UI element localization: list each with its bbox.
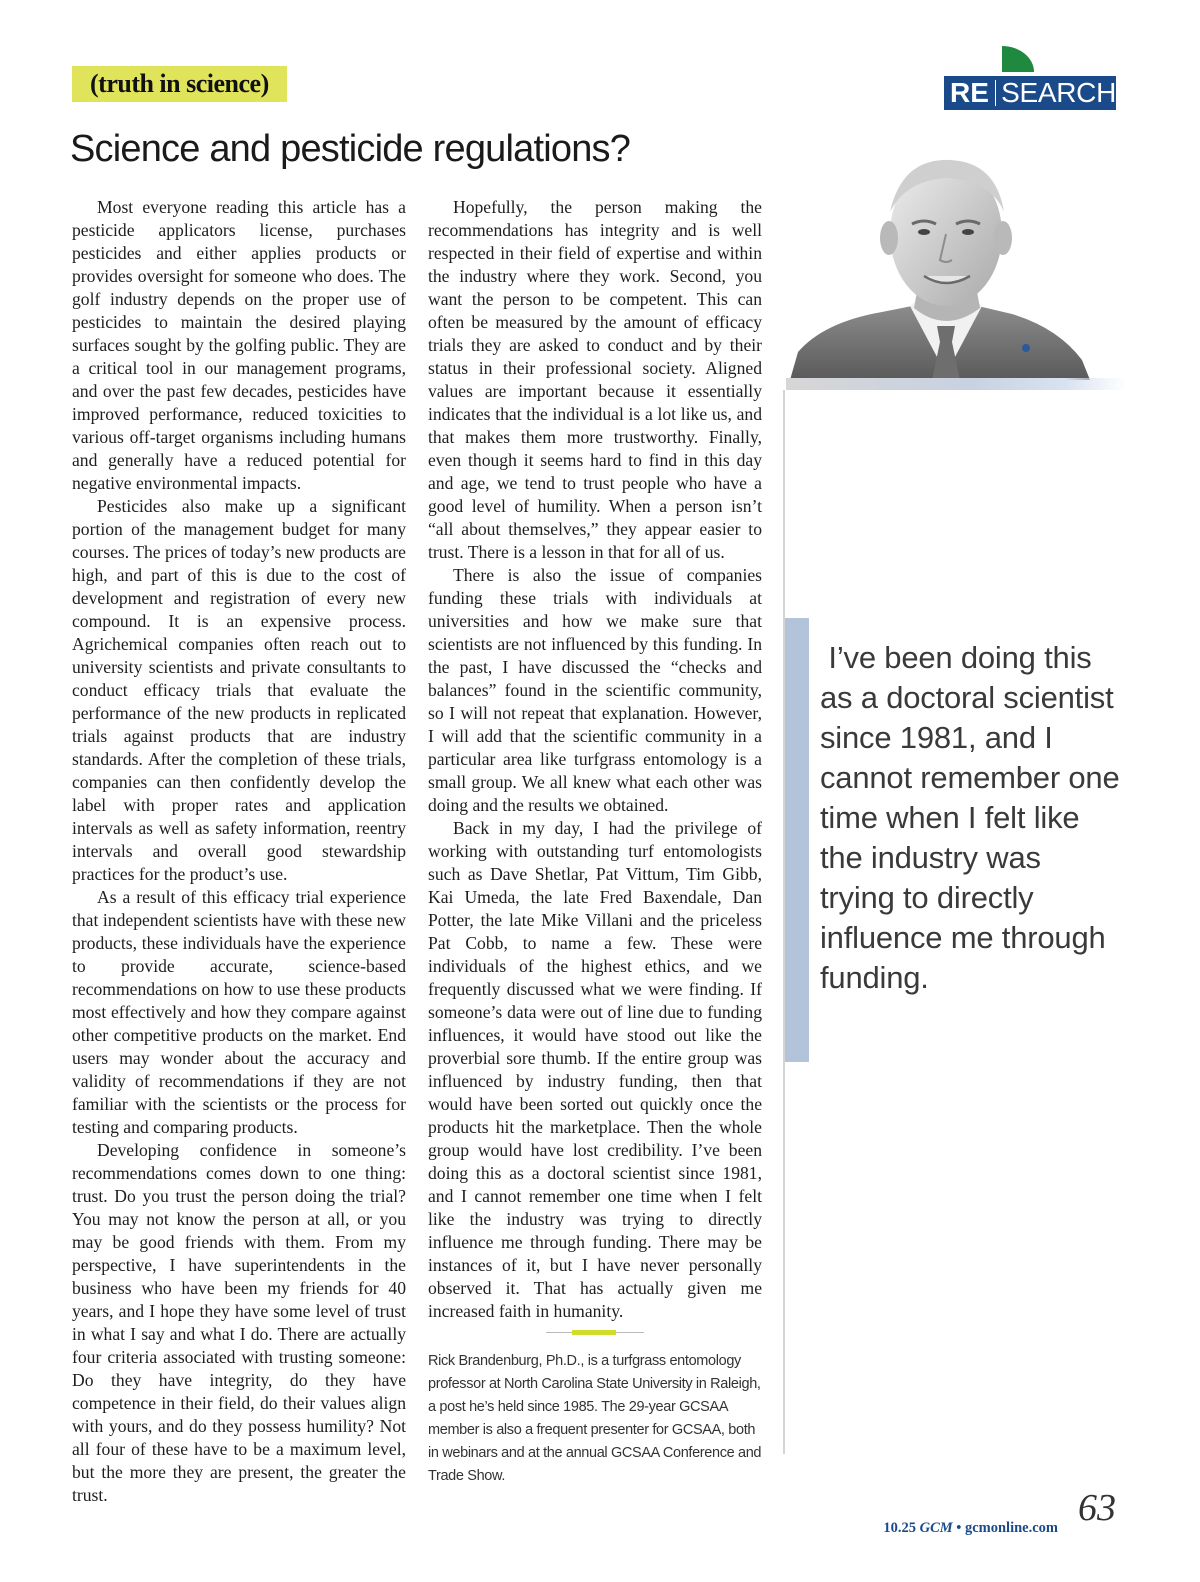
- page-footer: [883, 1520, 1058, 1537]
- logo-search-text: SEARCH: [1001, 77, 1116, 108]
- paragraph: Hopefully, the person making the recommendations has integrity and is well respected in their field of expertise and within the industry where they work. Second, you want the person to be competent. This can often be measured by the amount of efficacy trials they are asked to conduct and by their status in their professional society. Aligned values are important because it essentially indicates that the individual is a lot like us, and that makes them more trustworthy. Finally, even though it seems hard to find in this day and age, we tend to trust people who have a good level of humility. When a person isn’t “all about themselves,” they appear easier to trust. There is a lesson in that for all of us.: [428, 197, 762, 562]
- paragraph: As a result of this efficacy trial experience that independent scientists have with these new products, these individuals have the experience to provide accurate, science-based recommendations on how to use these products most effectively and how they compare against other competitive products on the market. End users may wonder about the accuracy and validity of recommendations if they are not familiar with the scientists or the process for testing and comparing products.: [72, 887, 406, 1137]
- logo-re-text: RE: [950, 77, 989, 108]
- section-tag: (truth in science): [72, 66, 287, 102]
- pull-quote-bar: [785, 618, 809, 1062]
- page-number: 63: [1078, 1487, 1116, 1529]
- article-column-2: [428, 196, 762, 1323]
- website: gcmonline.com: [964, 1520, 1058, 1536]
- author-bio: Rick Brandenburg, Ph.D., is a turfgrass entomology professor at North Carolina State University in Raleigh, a post he’s held since 1985. The 29-year GCSAA member is also a frequent presenter for GCSAA, both in webinars and at the annual GCSAA Conference and Trade Show.: [428, 1353, 762, 1484]
- paragraph: Developing confidence in someone’s recommendations comes down to one thing: trust. Do you trust the person doing the trial? You may not know the person at all, or you may be good friends with them. From my perspective, I have superintendents in the business who have been my friends for 40 years, and I hope they have some level of trust in what I say and what I do. There are actually four criteria associated with trusting someone: Do they have integrity, do they have competence in their field, do their values align with yours, and do they possess humility? Not all four of these have to be a maximum level, but the more they are present, the greater the trust.: [72, 1140, 406, 1505]
- bio-divider: [546, 1330, 644, 1336]
- author-portrait-illustration: [790, 146, 1090, 380]
- author-portrait: [790, 146, 1090, 380]
- pull-quote: I’ve been doing this as a doctoral scientist since 1981, and I cannot remember one time when I felt like the industry was trying to directly influence me through funding.: [820, 640, 1128, 995]
- paragraph: There is also the issue of companies funding these trials with individuals at universities and how we make sure that scientists are not influenced by this funding. In the past, I have discussed the “checks and balances” found in the scientific community, so I will not repeat that explanation. However, I will add that the scientific community in a particular area like turfgrass entomology is a small group. We all knew what each other was doing and the results we obtained.: [428, 565, 762, 815]
- article-column-1: [72, 196, 406, 1507]
- golf-flag-icon: [1002, 46, 1034, 72]
- footer-bullet: •: [956, 1520, 962, 1536]
- paragraph: Back in my day, I had the privilege of working with outstanding turf entomologists such as Dave Shetlar, Pat Vittum, Tim Gibb, Kai Umeda, the late Fred Baxendale, Dan Potter, the late Mike Villani and the priceless Pat Cobb, to name a few. These were individuals of the highest ethics, and we frequently discussed what we were finding. If someone’s data were out of line due to funding influences, it would have stood out like the proverbial sore thumb. If the entire group was influenced by industry funding, then that would have been sorted out quickly once the products hit the marketplace. Then the whole group would have lost credibility. I’ve been doing this as a doctoral scientist since 1981, and I cannot remember one time when I felt like the industry was trying to directly influence me through funding. There may be instances of it, but I have never personally observed it. That has actually given me increased faith in humanity.: [428, 818, 762, 1321]
- research-badge: [944, 76, 1116, 110]
- research-logo: [944, 46, 1118, 112]
- paragraph: Pesticides also make up a significant portion of the management budget for many courses. The prices of today’s new products are high, and part of this is due to the cost of development and registration of every new compound. It is an expensive process. Agrichemical companies often reach out to university scientists and private consultants to conduct efficacy trials that evaluate the performance of the new products in replicated trials against products that are industry standards. After the completion of these trials, companies can then confidently develop the label with proper rates and application intervals as well as safety information, reentry intervals and overall good stewardship practices for the product’s use.: [72, 496, 406, 884]
- portrait-underline: [786, 378, 1126, 390]
- paragraph: Most everyone reading this article has a pesticide applicators license, purchases pesticides and either applies products or provides oversight for someone who does. The golf industry depends on the proper use of pesticides to maintain the desired playing surfaces sought by the golfing public. They are a critical tool in our management programs, and over the past few decades, pesticides have improved performance, reduced toxicities to various off-target organisms including humans and generally have a reduced potential for negative environmental impacts.: [72, 197, 406, 493]
- headline: Science and pesticide regulations?: [70, 128, 631, 170]
- issue-date: 10.25: [883, 1520, 916, 1536]
- magazine-name: GCM: [919, 1520, 953, 1536]
